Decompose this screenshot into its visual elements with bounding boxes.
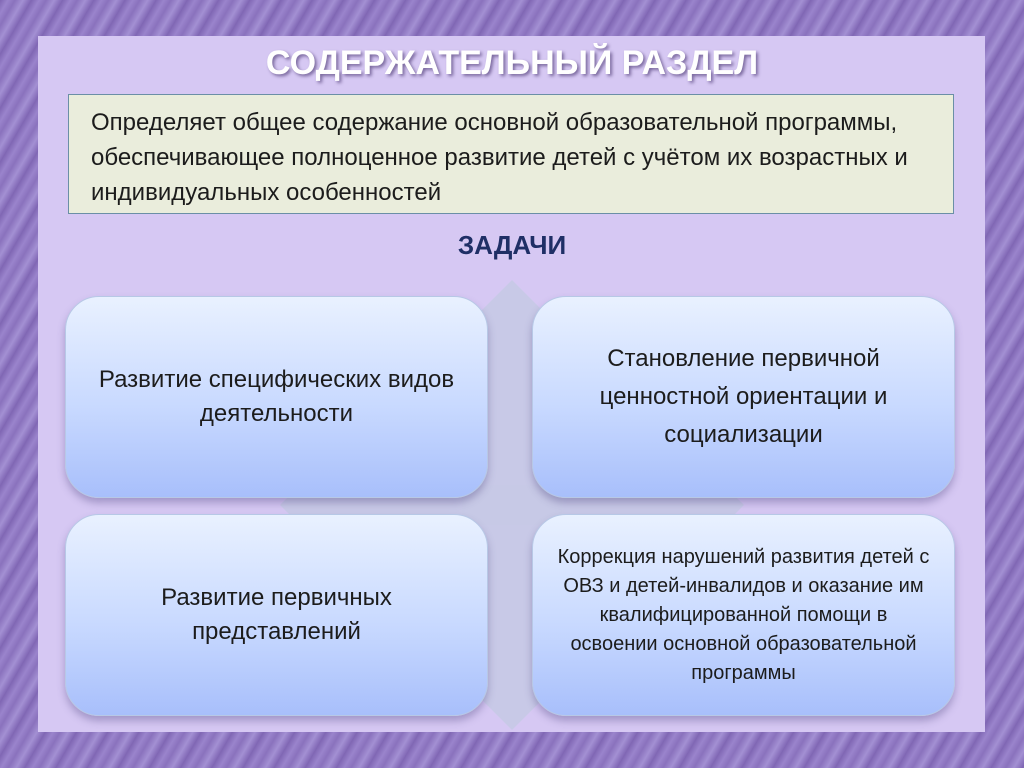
task-card-4 xyxy=(532,514,955,716)
task-text-2: Становление первичной ценностной ориентации и социализации xyxy=(599,345,888,448)
slide-title: СОДЕРЖАТЕЛЬНЫЙ РАЗДЕЛ xyxy=(265,44,759,82)
description-text: Определяет общее содержание основной образовательной программы, обеспечивающее полноценное развитие детей с учётом их возрастных и индивидуальных особенностей xyxy=(91,109,908,206)
task-card-2 xyxy=(532,296,955,498)
task-text-4: Коррекция нарушений развития детей с ОВЗ и детей-инвалидов и оказание им квалифицированной помощи в освоении основной образовательной программы xyxy=(557,545,930,684)
task-card-3 xyxy=(65,514,488,716)
task-text-3: Развитие первичных представлений xyxy=(161,584,392,645)
description-box xyxy=(68,94,954,214)
task-card-1 xyxy=(65,296,488,498)
task-text-1: Развитие специфических видов деятельности xyxy=(98,366,455,427)
tasks-heading: ЗАДАЧИ xyxy=(457,230,567,260)
